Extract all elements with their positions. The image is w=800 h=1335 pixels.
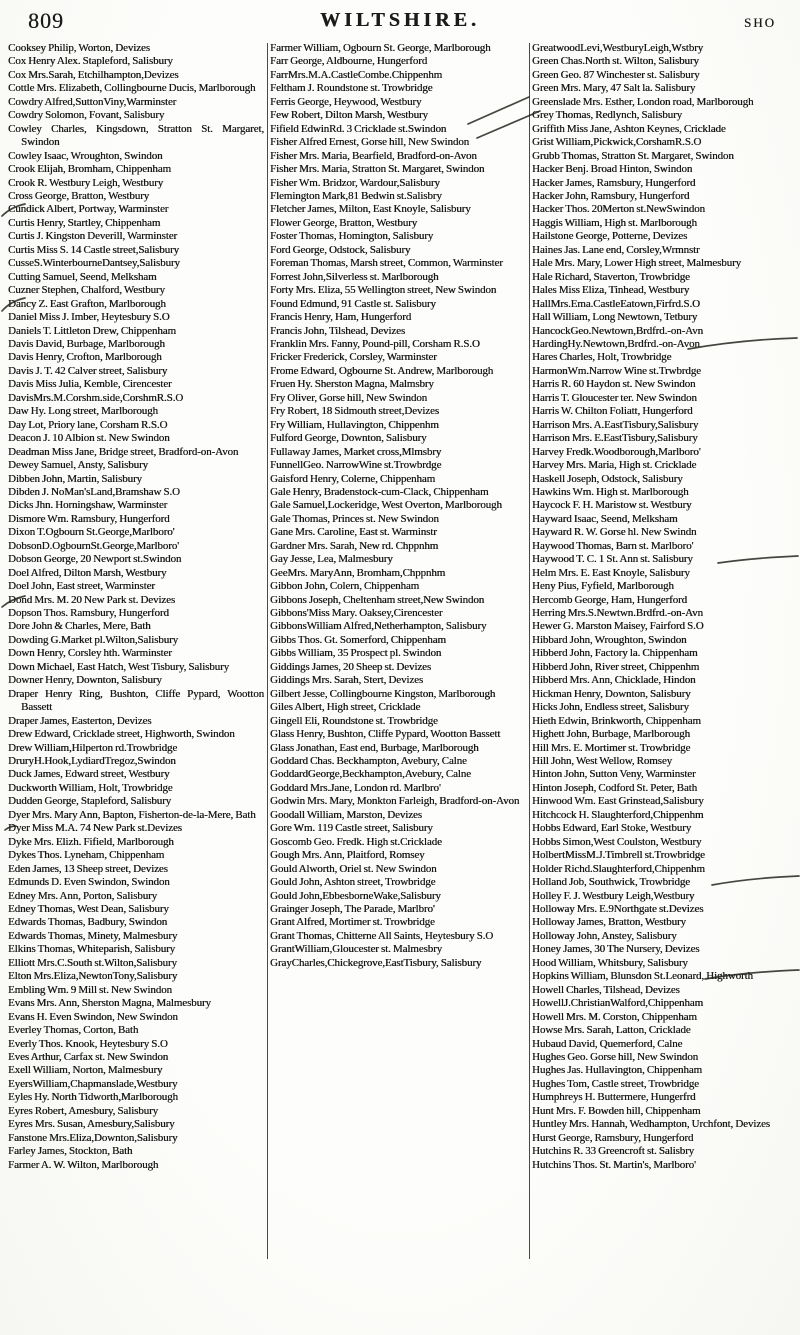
directory-entry: FunnellGeo. NarrowWine st.Trowbrdge [270, 459, 442, 472]
directory-entry: Farley James, Stockton, Bath [8, 1145, 133, 1158]
directory-entry: Hayward Isaac, Seend, Melksham [532, 512, 678, 525]
directory-entry: Davis Henry, Crofton, Marlborough [8, 351, 162, 364]
directory-entry: Gaisford Henry, Colerne, Chippenham [270, 472, 436, 485]
directory-entry: Heny Pius, Fyfield, Marlborough [532, 580, 674, 593]
directory-columns [6, 42, 794, 1322]
directory-entry: Hutchins Thos. St. Martin's, Marlboro' [532, 1158, 696, 1171]
directory-entry: Everley Thomas, Corton, Bath [8, 1024, 139, 1037]
directory-entry: Dond Mrs. M. 20 New Park st. Devizes [8, 593, 176, 606]
directory-entry: Haggis William, High st. Marlborough [532, 216, 697, 229]
directory-entry: Green Geo. 87 Winchester st. Salisbury [532, 68, 700, 81]
directory-entry: Dewey Samuel, Ansty, Salisbury [8, 459, 148, 472]
directory-entry: Hutchins R. 33 Greencroft st. Salisbry [532, 1145, 695, 1158]
directory-entry: Crook Elijah, Bromham, Chippenham [8, 163, 171, 176]
directory-entry: Dopson Thos. Ramsbury, Hungerford [8, 607, 169, 620]
directory-entry: Holder Richd.Slaughterford,Chippenhm [532, 862, 705, 875]
directory-entry: Doel Alfred, Dilton Marsh, Westbury [8, 566, 167, 579]
page-title: WILTSHIRE. [320, 9, 480, 31]
directory-entry: Eves Arthur, Carfax st. New Swindon [8, 1050, 169, 1063]
directory-entry: Hawkins Wm. High st. Marlborough [532, 485, 689, 498]
directory-entry: Grubb Thomas, Stratton St. Margaret, Swindon [532, 149, 734, 162]
directory-entry: Edwards Thomas, Minety, Malmesbury [8, 929, 178, 942]
directory-entry: Gould John, Ashton street, Trowbridge [270, 876, 436, 889]
directory-entry: Franklin Mrs. Fanny, Pound-pill, Corsham R.S.O [270, 337, 480, 350]
directory-entry: Evans H. Even Swindon, New Swindon [8, 1010, 178, 1023]
directory-entry: Howell Charles, Tilshead, Devizes [532, 983, 680, 996]
directory-entry: Huntley Mrs. Hannah, Wedhampton, Urchfont, Devizes [532, 1118, 770, 1131]
directory-entry: Dyer Mrs. Mary Ann, Bapton, Fisherton-de-la-Mere, Bath [8, 808, 256, 821]
directory-entry: Hinton Joseph, Codford St. Peter, Bath [532, 781, 697, 794]
directory-entry: Edmunds D. Even Swindon, Swindon [8, 876, 170, 889]
directory-entry: Everly Thos. Knook, Heytesbury S.O [8, 1037, 168, 1050]
directory-entry: Francis John, Tilshead, Devizes [270, 324, 406, 337]
directory-entry: Dobson George, 20 Newport st.Swindon [8, 553, 182, 566]
directory-entry: Duck James, Edward street, Westbury [8, 768, 170, 781]
directory-entry: Cowley Isaac, Wroughton, Swindon [8, 149, 163, 162]
directory-entry: Dancy Z. East Grafton, Marlborough [8, 297, 166, 310]
directory-entry: Goodall William, Marston, Devizes [270, 808, 422, 821]
directory-entry: GoddardGeorge,Beckhampton,Avebury, Calne [270, 768, 471, 781]
directory-entry: Howell Mrs. M. Corston, Chippenham [532, 1010, 697, 1023]
directory-entry: Haskell Joseph, Odstock, Salisbury [532, 472, 683, 485]
directory-entry: Harvey Mrs. Maria, High st. Cricklade [532, 459, 697, 472]
directory-entry: Eyles Hy. North Tidworth,Marlborough [8, 1091, 178, 1104]
directory-entry: GibbonsWilliam Alfred,Netherhampton, Salisbury [270, 620, 487, 633]
directory-entry: Harrison Mrs. A.EastTisbury,Salisbury [532, 418, 699, 431]
directory-entry: Fletcher James, Milton, East Knoyle, Salisbury [270, 203, 471, 216]
directory-entry: Helm Mrs. E. East Knoyle, Salisbury [532, 566, 690, 579]
directory-entry: Hacker John, Ramsbury, Hungerford [532, 189, 690, 202]
directory-entry: Green Mrs. Mary, 47 Salt la. Salisbury [532, 82, 696, 95]
directory-entry: Dore John & Charles, Mere, Bath [8, 620, 151, 633]
directory-entry: Foreman Thomas, Marsh street, Common, Warminster [270, 257, 503, 270]
directory-entry: Hibberd John, Factory la. Chippenham [532, 647, 698, 660]
directory-entry: DavisMrs.M.Corshm.side,CorshmR.S.O [8, 391, 184, 404]
directory-entry: FarrMrs.M.A.CastleCombe.Chippenhm [270, 68, 443, 81]
directory-entry: Deacon J. 10 Albion st. New Swindon [8, 432, 170, 445]
directory-entry: Hailstone George, Potterne, Devizes [532, 230, 688, 243]
directory-entry: HancockGeo.Newtown,Brdfrd.-on-Avn [532, 324, 703, 337]
directory-entry: Fulford George, Downton, Salisbury [270, 432, 427, 445]
directory-entry: Gibbs Thos. Gt. Somerford, Chippenham [270, 633, 446, 646]
directory-entry: Dicks Jhn. Horningshaw, Warminster [8, 499, 168, 512]
directory-entry: Goscomb Geo. Fredk. High st.Cricklade [270, 835, 442, 848]
directory-entry: Cottle Mrs. Elizabeth, Collingbourne Ducis, Marlborough [8, 82, 256, 95]
directory-entry: Hill John, West Wellow, Romsey [532, 755, 672, 768]
directory-entry: Gore Wm. 119 Castle street, Salisbury [270, 822, 433, 835]
directory-entry: Hill Mrs. E. Mortimer st. Trowbridge [532, 741, 691, 754]
directory-entry: Davis David, Burbage, Marlborough [8, 337, 165, 350]
directory-entry: Fifield EdwinRd. 3 Cricklade st.Swindon [270, 122, 447, 135]
directory-entry: HarmonWm.Narrow Wine st.Trwbrdge [532, 364, 701, 377]
directory-entry: Edney Thomas, West Dean, Salisbury [8, 903, 169, 915]
directory-entry: Draper Henry Ring, Bushton, Cliffe Pypard, Wootton Bassett [8, 687, 264, 714]
directory-entry: Haywood T. C. 1 St. Ann st. Salisbury [532, 553, 693, 566]
directory-entry: GrantWilliam,Gloucester st. Malmesbry [270, 943, 443, 956]
directory-entry: Giddings Mrs. Sarah, Stert, Devizes [270, 674, 424, 687]
directory-entry: EyersWilliam,Chapmanslade,Westbury [8, 1077, 178, 1090]
directory-entry: Curtis J. Kingston Deverill, Warminster [8, 230, 177, 243]
directory-entry: Cowdry Alfred,SuttonViny,Warminster [8, 95, 177, 108]
directory-entry: Hickman Henry, Downton, Salisbury [532, 687, 691, 700]
directory-entry: Gay Jesse, Lea, Malmesbury [270, 553, 393, 566]
directory-entry: Fry Robert, 18 Sidmouth street,Devizes [270, 405, 439, 418]
directory-entry: Dyke Mrs. Elizh. Fifield, Marlborough [8, 835, 174, 848]
directory-entry: Hacker Benj. Broad Hinton, Swindon [532, 163, 693, 176]
directory-entry: Gough Mrs. Ann, Plaitford, Romsey [270, 849, 425, 862]
directory-entry: Hubaud David, Quemerford, Calne [532, 1037, 683, 1050]
directory-column-3 [530, 42, 791, 1322]
directory-entry: Holloway James, Bratton, Westbury [532, 916, 686, 929]
directory-entry: Evans Mrs. Ann, Sherston Magna, Malmesbury [8, 997, 211, 1010]
directory-entry: Godwin Mrs. Mary, Monkton Farleigh, Bradford-on-Avon [270, 795, 520, 808]
directory-entry: Dyer Miss M.A. 74 New Park st.Devizes [8, 822, 182, 835]
directory-entry: Hall William, Long Newtown, Tetbury [532, 311, 698, 324]
directory-entry: Gingell Eli, Roundstone st. Trowbridge [270, 714, 438, 727]
directory-entry: Grist William,Pickwick,CorshamR.S.O [532, 136, 702, 149]
directory-entry: Gibbons'Miss Mary. Oaksey,Cirencester [270, 607, 443, 620]
directory-entry: Harrison Mrs. E.EastTisbury,Salisbury [532, 432, 698, 445]
directory-entry: GreatwoodLevi,WestburyLeigh,Wstbry [532, 42, 704, 54]
directory-entry: Giddings James, 20 Sheep st. Devizes [270, 660, 432, 673]
directory-entry: Hercomb George, Ham, Hungerford [532, 593, 687, 606]
directory-entry: Drew Edward, Cricklade street, Highworth, Swindon [8, 728, 235, 741]
directory-entry: Fry William, Hullavington, Chippenhm [270, 418, 439, 431]
directory-column-2 [268, 42, 529, 1322]
directory-entry: Gale Samuel,Lockeridge, West Overton, Marlborough [270, 499, 502, 512]
directory-entry: Cowdry Solomon, Fovant, Salisbury [8, 109, 165, 122]
page-header [0, 6, 800, 40]
directory-entry: Eyres Robert, Amesbury, Salisbury [8, 1104, 158, 1117]
directory-entry: Few Robert, Dilton Marsh, Westbury [270, 109, 428, 122]
directory-entry: Hinton John, Sutton Veny, Warminster [532, 768, 696, 781]
directory-entry: DobsonD.OgbournSt.George,Marlboro' [8, 539, 179, 552]
directory-entry: Gibbons Joseph, Cheltenham street,New Swindon [270, 593, 485, 606]
directory-entry: Fisher Mrs. Maria, Bearfield, Bradford-on-Avon [270, 149, 477, 162]
directory-entry: Harris R. 60 Haydon st. New Swindon [532, 378, 696, 391]
directory-entry: Dibben John, Martin, Salisbury [8, 472, 142, 485]
directory-entry: Gale Henry, Bradenstock-cum-Clack, Chippenham [270, 485, 489, 498]
directory-entry: Harris T. Gloucester ter. New Swindon [532, 391, 697, 404]
directory-entry: Hughes Tom, Castle street, Trowbridge [532, 1077, 699, 1090]
directory-entry: Exell William, Norton, Malmesbury [8, 1064, 163, 1077]
directory-entry: Hayward R. W. Gorse hl. New Swindn [532, 526, 697, 539]
directory-entry: Hale Richard, Staverton, Trowbridge [532, 270, 690, 283]
directory-entry: Fisher Mrs. Maria, Stratton St. Margaret, Swindon [270, 163, 485, 176]
directory-entry: Ford George, Odstock, Salisbury [270, 243, 411, 256]
directory-entry: Fruen Hy. Sherston Magna, Malmsbry [270, 378, 434, 391]
directory-entry: Gibbon John, Colern, Chippenham [270, 580, 420, 593]
directory-entry: Duckworth William, Holt, Trowbridge [8, 781, 173, 794]
directory-entry: Hieth Edwin, Brinkworth, Chippenham [532, 714, 701, 727]
directory-entry: GrayCharles,Chickegrove,EastTisbury, Salisbury [270, 956, 482, 969]
directory-entry: DruryH.Hook,LydiardTregoz,Swindon [8, 755, 176, 768]
directory-entry: Downer Henry, Downton, Salisbury [8, 674, 162, 687]
directory-entry: HolbertMissM.J.Timbrell st.Trowbridge [532, 849, 705, 862]
directory-entry: Griffith Miss Jane, Ashton Keynes, Cricklade [532, 122, 726, 135]
directory-entry: Davis Miss Julia, Kemble, Cirencester [8, 378, 172, 391]
directory-entry: Deadman Miss Jane, Bridge street, Bradford-on-Avon [8, 445, 239, 458]
directory-entry: Hurst George, Ramsbury, Hungerford [532, 1131, 694, 1144]
directory-entry: Cooksey Philip, Worton, Devizes [8, 42, 150, 54]
catchword: SHO [743, 15, 776, 30]
directory-entry: Giles Albert, High street, Cricklade [270, 701, 421, 714]
directory-entry: Haywood Thomas, Barn st. Marlboro' [532, 539, 694, 552]
directory-entry: Grant Alfred, Mortimer st. Trowbridge [270, 916, 435, 929]
directory-entry: Davis J. T. 42 Calver street, Salisbury [8, 364, 168, 377]
directory-entry: HardingHy.Newtown,Brdfrd.-on-Avon [532, 337, 700, 350]
directory-entry: Draper James, Easterton, Devizes [8, 714, 152, 727]
directory-entry: Curtis Henry, Startley, Chippenham [8, 216, 161, 229]
directory-entry: Gilbert Jesse, Collingbourne Kingston, Marlborough [270, 687, 496, 700]
directory-entry: Haycock F. H. Maristow st. Westbury [532, 499, 692, 512]
directory-entry: Cutting Samuel, Seend, Melksham [8, 270, 157, 283]
directory-entry: Fisher Alfred Ernest, Gorse hill, New Swindon [270, 136, 470, 149]
directory-entry: Holloway Mrs. E.9Northgate st.Devizes [532, 903, 704, 915]
directory-entry: Holland Job, Southwick, Trowbridge [532, 876, 690, 889]
directory-entry: Highett John, Burbage, Marlborough [532, 728, 690, 741]
directory-entry: Hacker Thos. 20Merton st.NewSwindon [532, 203, 705, 216]
directory-entry: Dudden George, Stapleford, Salisbury [8, 795, 172, 808]
directory-entry: Farmer William, Ogbourn St. George, Marlborough [270, 42, 491, 54]
directory-entry: Farmer A. W. Wilton, Marlborough [8, 1158, 159, 1171]
directory-entry: Edwards Thomas, Badbury, Swindon [8, 916, 168, 929]
directory-entry: Holloway John, Anstey, Salisbury [532, 929, 677, 942]
directory-entry: GeeMrs. MaryAnn, Bromham,Chppnhm [270, 566, 446, 579]
directory-entry: Glass Jonathan, East end, Burbage, Marlborough [270, 741, 479, 754]
directory-entry: Fullaway James, Market cross,Mlmsbry [270, 445, 442, 458]
directory-entry: Dismore Wm. Ramsbury, Hungerford [8, 512, 170, 525]
directory-entry: Hibberd John, River street, Chippenhm [532, 660, 700, 673]
directory-entry: Down Michael, East Hatch, West Tisbury, Salisbury [8, 660, 229, 673]
directory-entry: Hacker James, Ramsbury, Hungerford [532, 176, 696, 189]
directory-entry: Harvey Fredk.Woodborough,Marlboro' [532, 445, 701, 458]
directory-entry: Forrest John,Silverless st. Marlborough [270, 270, 439, 283]
directory-entry: CusseS.WinterbourneDantsey,Salisbury [8, 257, 180, 270]
directory-entry: Elkins Thomas, Whiteparish, Salisbury [8, 943, 176, 956]
directory-entry: Drew William,Hilperton rd.Trowbridge [8, 741, 178, 754]
directory-entry: Dykes Thos. Lyneham, Chippenham [8, 849, 165, 862]
directory-entry: Hobbs Edward, Earl Stoke, Westbury [532, 822, 692, 835]
directory-entry: Gane Mrs. Caroline, East st. Warminstr [270, 526, 437, 539]
directory-entry: Cundick Albert, Portway, Warminster [8, 203, 169, 216]
directory-entry: Frome Edward, Ogbourne St. Andrew, Marlborough [270, 364, 494, 377]
directory-entry: Doel John, East street, Warminster [8, 580, 155, 593]
directory-entry: Hicks John, Endless street, Salisbury [532, 701, 689, 714]
directory-entry: Feltham J. Roundstone st. Trowbridge [270, 82, 433, 95]
directory-entry: Holley F. J. Westbury Leigh,Westbury [532, 889, 695, 902]
directory-entry: Gibbs William, 35 Prospect pl. Swindon [270, 647, 442, 660]
directory-entry: Cox Henry Alex. Stapleford, Salisbury [8, 55, 173, 68]
directory-entry: Herring Mrs.S.Newtwn.Brdfrd.-on-Avn [532, 607, 703, 620]
directory-entry: Hinwood Wm. East Grinstead,Salisbury [532, 795, 704, 808]
directory-entry: Gould Alworth, Oriel st. New Swindon [270, 862, 437, 875]
page-number: 809 [28, 8, 64, 33]
directory-entry: Hares Charles, Holt, Trowbridge [532, 351, 672, 364]
directory-entry: Foster Thomas, Homington, Salisbury [270, 230, 434, 243]
directory-entry: Elton Mrs.Eliza,NewtonTony,Salisbury [8, 970, 178, 983]
directory-entry: Hunt Mrs. F. Bowden hill, Chippenham [532, 1104, 701, 1117]
directory-entry: Cox Mrs.Sarah, Etchilhampton,Devizes [8, 68, 179, 81]
directory-entry: Flower George, Bratton, Westbury [270, 216, 418, 229]
directory-entry: Cuzner Stephen, Chalford, Westbury [8, 284, 165, 297]
directory-entry: Gale Thomas, Princes st. New Swindon [270, 512, 439, 525]
directory-entry: Greenslade Mrs. Esther, London road, Marlborough [532, 95, 754, 108]
directory-entry: Daw Hy. Long street, Marlborough [8, 405, 158, 418]
directory-entry: Gardner Mrs. Sarah, New rd. Chppnhm [270, 539, 439, 552]
directory-entry: Hopkins William, Blunsdon St.Leonard, Highworth [532, 970, 753, 983]
directory-entry: Hibbard John, Wroughton, Swindon [532, 633, 687, 646]
directory-entry: Hewer G. Marston Maisey, Fairford S.O [532, 620, 704, 633]
directory-entry: Cross George, Bratton, Westbury [8, 189, 150, 202]
directory-entry: Found Edmund, 91 Castle st. Salisbury [270, 297, 436, 310]
directory-entry: Francis Henry, Ham, Hungerford [270, 311, 412, 324]
directory-entry: Eyres Mrs. Susan, Amesbury,Salisbury [8, 1118, 175, 1131]
directory-entry: Goddard Chas. Beckhampton, Avebury, Calne [270, 755, 467, 768]
directory-entry: Harris W. Chilton Foliatt, Hungerford [532, 405, 693, 418]
directory-entry: Glass Henry, Bushton, Cliffe Pypard, Wootton Bassett [270, 728, 501, 741]
directory-entry: HallMrs.Ema.CastleEatown,Firfrd.S.O [532, 297, 700, 310]
directory-entry: Goddard Mrs.Jane, London rd. Marlbro' [270, 781, 441, 794]
directory-entry: Forty Mrs. Eliza, 55 Wellington street, New Swindon [270, 284, 497, 297]
directory-entry: Hood William, Whitsbury, Salisbury [532, 956, 688, 969]
directory-entry: Elliott Mrs.C.South st.Wilton,Salisbury [8, 956, 177, 969]
directory-entry: Gould John,EbbesborneWake,Salisbury [270, 889, 441, 902]
directory-entry: Hitchcock H. Slaughterford,Chippenhm [532, 808, 704, 821]
directory-column-1 [6, 42, 267, 1322]
directory-entry: Hales Miss Eliza, Tinhead, Westbury [532, 284, 690, 297]
directory-entry: Edney Mrs. Ann, Porton, Salisbury [8, 889, 158, 902]
directory-entry: Fanstone Mrs.Eliza,Downton,Salisbury [8, 1131, 178, 1144]
directory-entry: Flemington Mark,81 Bedwin st.Salisbry [270, 189, 442, 202]
directory-entry: Ferris George, Heywood, Westbury [270, 95, 422, 108]
directory-entry: Grant Thomas, Chitterne All Saints, Heytesbury S.O [270, 929, 494, 942]
directory-entry: Grey Thomas, Redlynch, Salisbury [532, 109, 682, 122]
directory-entry: HowellJ.ChristianWalford,Chippenham [532, 997, 703, 1010]
directory-entry: Down Henry, Corsley hth. Warminster [8, 647, 172, 660]
directory-entry: Embling Wm. 9 Mill st. New Swindon [8, 983, 172, 996]
directory-entry: Hobbs Simon,West Coulston, Westbury [532, 835, 702, 848]
directory-entry: Dibden J. NoMan'sLand,Bramshaw S.O [8, 485, 180, 498]
directory-entry: Dixon T.Ogbourn St.George,Marlboro' [8, 526, 175, 539]
directory-entry: Fisher Wm. Bridzor, Wardour,Salisbury [270, 176, 440, 189]
directory-entry: Green Chas.North st. Wilton, Salisbury [532, 55, 699, 68]
directory-entry: Hughes Jas. Hullavington, Chippenham [532, 1064, 702, 1077]
directory-entry: Fricker Frederick, Corsley, Warminster [270, 351, 437, 364]
directory-entry: Howse Mrs. Sarah, Latton, Cricklade [532, 1024, 691, 1037]
directory-entry: Hale Mrs. Mary, Lower High street, Malmesbury [532, 257, 741, 270]
directory-entry: Grainger Joseph, The Parade, Marlbro' [270, 903, 435, 915]
directory-entry: Haines Jas. Lane end, Corsley,Wrmnstr [532, 243, 700, 256]
directory-entry: Humphreys H. Buttermere, Hungerfrd [532, 1091, 696, 1104]
directory-entry: Curtis Miss S. 14 Castle street,Salisbury [8, 243, 179, 256]
directory-entry: Dowding G.Market pl.Wilton,Salisbury [8, 633, 179, 646]
directory-entry: Daniel Miss J. Imber, Heytesbury S.O [8, 311, 170, 324]
directory-entry: Hughes Geo. Gorse hill, New Swindon [532, 1050, 699, 1063]
directory-entry: Eden James, 13 Sheep street, Devizes [8, 862, 168, 875]
directory-entry: Fry Oliver, Gorse hill, New Swindon [270, 391, 428, 404]
directory-entry: Crook R. Westbury Leigh, Westbury [8, 176, 164, 189]
directory-entry: Farr George, Aldbourne, Hungerford [270, 55, 428, 68]
directory-entry: Honey James, 30 The Nursery, Devizes [532, 943, 700, 956]
directory-entry: Daniels T. Littleton Drew, Chippenham [8, 324, 176, 337]
directory-entry: Day Lot, Priory lane, Corsham R.S.O [8, 418, 168, 431]
directory-entry: Cowley Charles, Kingsdown, Stratton St. Margaret, Swindon [8, 122, 264, 149]
directory-entry: Hibberd Mrs. Ann, Chicklade, Hindon [532, 674, 696, 687]
